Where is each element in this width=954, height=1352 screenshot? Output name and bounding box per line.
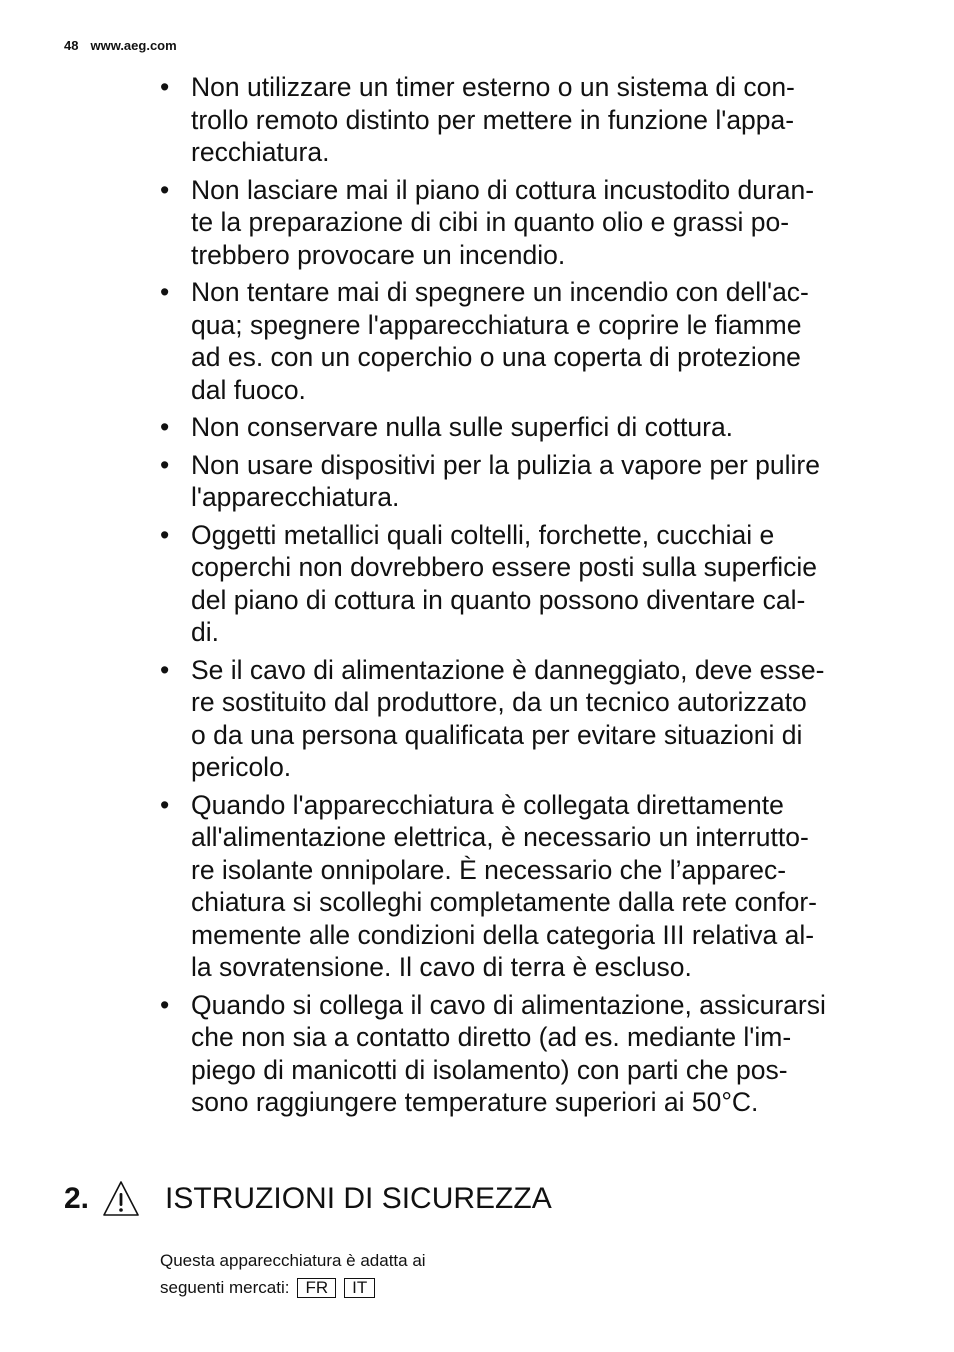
text-line: memente alle condizioni della categoria III relativa al- bbox=[191, 919, 815, 950]
text-line: • Non utilizzare un timer esterno o un sistema di con- bbox=[191, 72, 795, 102]
market-code-it: IT bbox=[344, 1278, 375, 1298]
text-line: del piano di cottura in quanto possono diventare cal- bbox=[191, 584, 806, 615]
text-line: chiatura si scolleghi completamente dalla rete confor- bbox=[191, 887, 818, 917]
list-item bbox=[160, 989, 900, 1119]
safety-bullet-list bbox=[160, 71, 900, 1124]
list-item bbox=[160, 71, 900, 169]
list-item bbox=[160, 174, 900, 272]
text-line: ad es. con un coperchio o una coperta di protezione bbox=[191, 342, 801, 372]
section-title: ISTRUZIONI DI SICUREZZA bbox=[165, 1182, 552, 1215]
text-line: piego di manicotti di isolamento) con parti che pos- bbox=[191, 1054, 788, 1085]
website-link[interactable]: www.aeg.com bbox=[90, 38, 177, 53]
markets-note bbox=[160, 1247, 426, 1301]
text-line: che non sia a contatto diretto (ad es. mediante l'im- bbox=[191, 1022, 792, 1052]
section-heading bbox=[64, 1177, 552, 1221]
text-line: pericolo. bbox=[191, 752, 292, 782]
text-line: • Oggetti metallici quali coltelli, forchette, cucchiai e bbox=[191, 519, 775, 550]
page-number: 48 bbox=[64, 38, 79, 53]
list-item bbox=[160, 411, 900, 444]
page-header bbox=[64, 38, 177, 53]
text-line: sono raggiungere temperature superiori ai 50°C. bbox=[191, 1087, 759, 1117]
list-item bbox=[160, 276, 900, 406]
text-line: trollo remoto distinto per mettere in funzione l'appa- bbox=[191, 104, 795, 135]
text-line: te la preparazione di cibi in quanto olio e grassi po- bbox=[191, 207, 790, 237]
text-line: • Quando l'apparecchiatura è collegata direttamente bbox=[191, 789, 784, 820]
text-line: l'apparecchiatura. bbox=[191, 482, 400, 512]
markets-text-line: Questa apparecchiatura è adatta ai bbox=[160, 1251, 426, 1270]
warning-triangle-icon bbox=[101, 1179, 141, 1219]
list-item bbox=[160, 789, 900, 984]
text-line: all'alimentazione elettrica, è necessario un interrutto- bbox=[191, 822, 809, 852]
text-line: la sovratensione. Il cavo di terra è escluso. bbox=[191, 952, 692, 982]
text-line: recchiatura. bbox=[191, 137, 330, 167]
text-line: re isolante onnipolare. È necessario che l’apparec- bbox=[191, 854, 787, 885]
text-line: • Non tentare mai di spegnere un incendio con dell'ac- bbox=[191, 277, 809, 307]
market-code-fr: FR bbox=[297, 1278, 336, 1298]
text-line: • Quando si collega il cavo di alimentazione, assicurarsi bbox=[191, 989, 826, 1020]
text-line: qua; spegnere l'apparecchiatura e coprire le fiamme bbox=[191, 309, 802, 340]
markets-label: seguenti mercati: bbox=[160, 1278, 290, 1297]
text-line: o da una persona qualificata per evitare situazioni di bbox=[191, 719, 803, 750]
list-item bbox=[160, 519, 900, 649]
text-line: • Non conservare nulla sulle superfici di cottura. bbox=[191, 412, 734, 442]
markets-text-line bbox=[160, 1274, 426, 1301]
text-line: di. bbox=[191, 617, 219, 647]
list-item bbox=[160, 449, 900, 514]
text-line: trebbero provocare un incendio. bbox=[191, 239, 566, 270]
text-line: re sostituito dal produttore, da un tecnico autorizzato bbox=[191, 687, 807, 717]
text-line: • Se il cavo di alimentazione è danneggiato, deve esse- bbox=[191, 654, 825, 685]
text-line: dal fuoco. bbox=[191, 374, 306, 405]
text-line: • Non lasciare mai il piano di cottura incustodito duran- bbox=[191, 174, 815, 205]
list-item bbox=[160, 654, 900, 784]
text-line: coperchi non dovrebbero essere posti sulla superficie bbox=[191, 552, 818, 582]
text-line: • Non usare dispositivi per la pulizia a vapore per pulire bbox=[191, 449, 820, 480]
section-number: 2. bbox=[64, 1182, 90, 1215]
